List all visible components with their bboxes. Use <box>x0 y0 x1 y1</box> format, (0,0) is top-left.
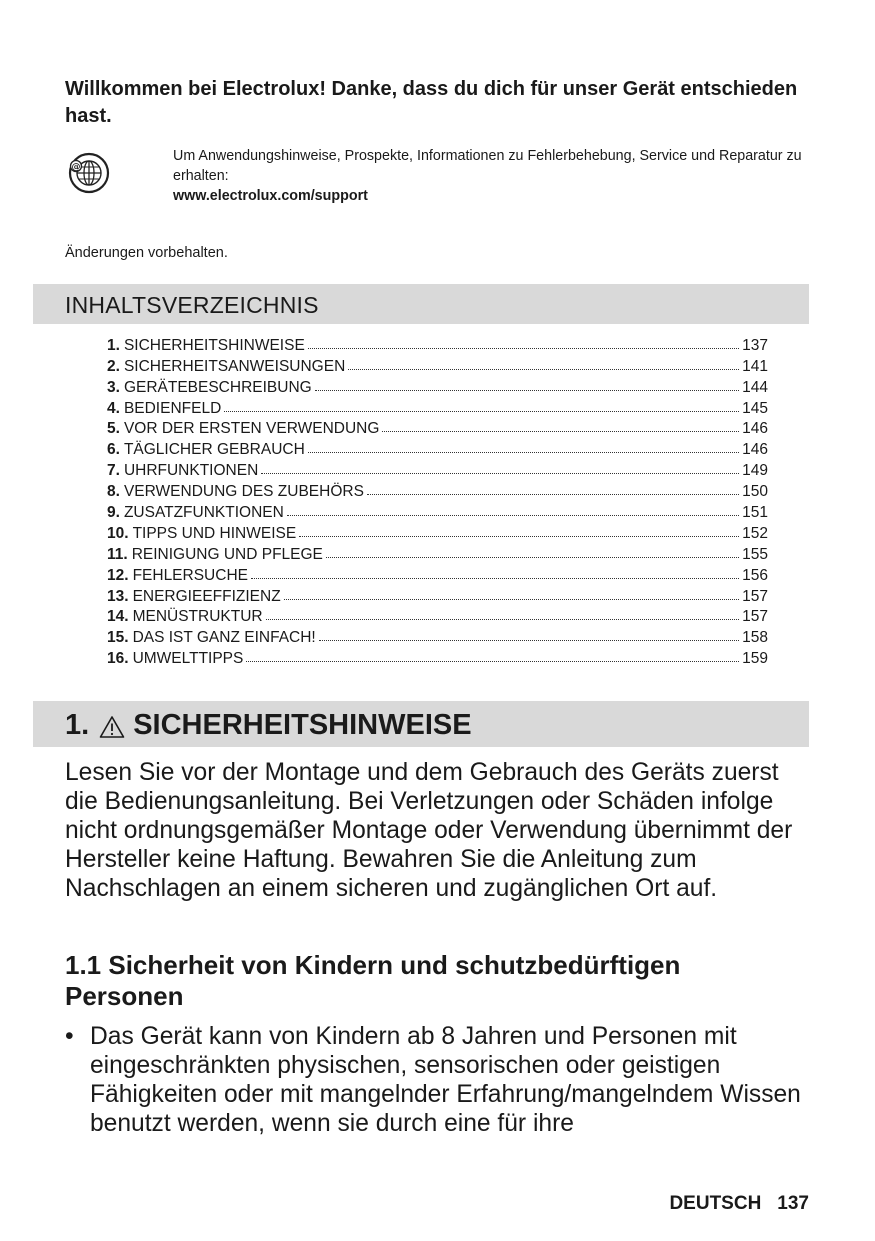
toc-entry-number: 6. <box>107 441 120 459</box>
toc-entry-number: 7. <box>107 462 120 480</box>
toc-entry-label: SICHERHEITSHINWEISE <box>123 336 305 354</box>
toc-entry-page: 141 <box>742 357 768 375</box>
section-number: 1. <box>65 709 90 741</box>
toc-entry-number: 14. <box>107 608 129 626</box>
toc-entry-page: 145 <box>742 399 768 417</box>
toc-entry-number: 8. <box>107 483 120 501</box>
toc-entry-label: TÄGLICHER GEBRAUCH <box>123 441 305 459</box>
warning-triangle-icon <box>99 714 125 738</box>
toc-entry[interactable] <box>107 459 768 480</box>
toc-entry[interactable] <box>107 585 768 606</box>
section-intro-paragraph: Lesen Sie vor der Montage und dem Gebrauch des Geräts zuerst die Bedienungsanleitung. Bei Verletzungen oder Schäden infolge nicht ordnungsgemäßer Montage oder Verwendung übernimmt der Hersteller keine Haftung. Bewahren Sie die Anleitung zum Nachschlagen an einem sicheren und zugänglichen Ort auf. <box>65 759 793 902</box>
section-title-text: SICHERHEITSHINWEISE <box>133 709 472 741</box>
table-of-contents <box>107 334 768 668</box>
toc-entry[interactable] <box>107 376 768 397</box>
bullet-list <box>65 1022 815 1138</box>
toc-entry-label: TIPPS UND HINWEISE <box>132 524 297 542</box>
toc-entry-number: 11. <box>107 545 128 563</box>
list-item <box>65 1022 815 1138</box>
dot-leader <box>382 430 739 432</box>
toc-entry-page: 152 <box>742 524 768 542</box>
toc-entry-number: 10. <box>107 524 129 542</box>
toc-entry-page: 146 <box>742 420 768 438</box>
toc-entry-label: REINIGUNG UND PFLEGE <box>131 545 323 563</box>
toc-entry[interactable] <box>107 355 768 376</box>
toc-entry-label: SICHERHEITSANWEISUNGEN <box>123 357 346 375</box>
dot-leader <box>319 639 739 641</box>
toc-entry-label: FEHLERSUCHE <box>132 566 248 584</box>
toc-entry-label: VERWENDUNG DES ZUBEHÖRS <box>123 483 364 501</box>
toc-entry-page: 157 <box>742 587 768 605</box>
toc-entry-label: UHRFUNKTIONEN <box>123 462 259 480</box>
changes-note: Änderungen vorbehalten. <box>65 245 228 261</box>
toc-entry[interactable] <box>107 543 768 564</box>
toc-entry[interactable] <box>107 334 768 355</box>
toc-entry-label: DAS IST GANZ EINFACH! <box>132 629 316 647</box>
toc-entry-page: 149 <box>742 462 768 480</box>
section-title <box>65 709 472 741</box>
page-footer <box>669 1193 809 1215</box>
toc-header-bar <box>33 284 809 324</box>
toc-entry-label: ZUSATZFUNKTIONEN <box>123 504 284 522</box>
toc-entry-number: 5. <box>107 420 120 438</box>
toc-entry-number: 13. <box>107 587 129 605</box>
toc-entry-page: 156 <box>742 566 768 584</box>
toc-entry-page: 144 <box>742 378 768 396</box>
toc-entry-label: ENERGIEEFFIZIENZ <box>132 587 281 605</box>
toc-entry[interactable] <box>107 647 768 668</box>
toc-entry[interactable] <box>107 606 768 627</box>
welcome-heading: Willkommen bei Electrolux! Danke, dass du dich für unser Gerät entschieden hast. <box>65 78 798 127</box>
bullet-icon: • <box>65 1023 74 1050</box>
toc-entry[interactable] <box>107 564 768 585</box>
toc-entry-label: VOR DER ERSTEN VERWENDUNG <box>123 420 380 438</box>
section-header-bar <box>33 701 809 747</box>
page-number: 137 <box>777 1193 809 1214</box>
dot-leader <box>266 618 740 620</box>
dot-leader <box>224 410 739 412</box>
toc-entry-number: 4. <box>107 399 120 417</box>
toc-entry[interactable] <box>107 438 768 459</box>
toc-entry-label: MENÜSTRUKTUR <box>132 608 263 626</box>
toc-entry[interactable] <box>107 626 768 647</box>
dot-leader <box>299 535 739 537</box>
toc-entry[interactable] <box>107 522 768 543</box>
toc-entry-number: 16. <box>107 650 129 668</box>
dot-leader <box>308 451 739 453</box>
dot-leader <box>261 472 739 474</box>
toc-entry-page: 155 <box>742 545 768 563</box>
toc-entry[interactable] <box>107 397 768 418</box>
support-text: Um Anwendungshinweise, Prospekte, Informationen zu Fehlerbehebung, Service und Reparatur zu erhalten: <box>173 148 802 184</box>
toc-entry-number: 2. <box>107 357 120 375</box>
dot-leader <box>246 660 739 662</box>
toc-entry-page: 150 <box>742 483 768 501</box>
dot-leader <box>348 368 739 370</box>
toc-entry-number: 1. <box>107 336 120 354</box>
support-link[interactable]: www.electrolux.com/support <box>173 188 368 204</box>
subsection-heading: 1.1 Sicherheit von Kindern und schutzbedürftigen Personen <box>65 950 681 1011</box>
dot-leader <box>308 347 739 349</box>
toc-entry-page: 146 <box>742 441 768 459</box>
list-item-text: Das Gerät kann von Kindern ab 8 Jahren und Personen mit eingeschränkten physischen, sensorischen oder geistigen Fähigkeiten oder mit mangelnder Erfahrung/mangelndem Wissen benutzt werden, wenn sie durch eine für ihre <box>90 1023 801 1137</box>
toc-entry[interactable] <box>107 501 768 522</box>
toc-entry-page: 151 <box>742 504 768 522</box>
toc-entry-page: 158 <box>742 629 768 647</box>
toc-entry[interactable] <box>107 480 768 501</box>
globe-icon <box>65 151 113 195</box>
toc-entry-label: BEDIENFELD <box>123 399 222 417</box>
dot-leader <box>326 556 739 558</box>
dot-leader <box>251 577 739 579</box>
dot-leader <box>287 514 739 516</box>
dot-leader <box>367 493 739 495</box>
toc-entry-page: 157 <box>742 608 768 626</box>
toc-entry-label: GERÄTEBESCHREIBUNG <box>123 378 312 396</box>
toc-entry[interactable] <box>107 418 768 439</box>
dot-leader <box>315 389 739 391</box>
toc-entry-page: 137 <box>742 336 768 354</box>
dot-leader <box>284 598 739 600</box>
support-info <box>173 146 823 206</box>
toc-entry-page: 159 <box>742 650 768 668</box>
toc-entry-number: 12. <box>107 566 129 584</box>
toc-entry-number: 3. <box>107 378 120 396</box>
svg-text:@: @ <box>71 162 81 173</box>
toc-entry-number: 9. <box>107 504 120 522</box>
toc-title: INHALTSVERZEICHNIS <box>65 292 319 318</box>
toc-entry-number: 15. <box>107 629 129 647</box>
toc-entry-label: UMWELTTIPPS <box>132 650 244 668</box>
footer-language: DEUTSCH <box>669 1193 762 1214</box>
